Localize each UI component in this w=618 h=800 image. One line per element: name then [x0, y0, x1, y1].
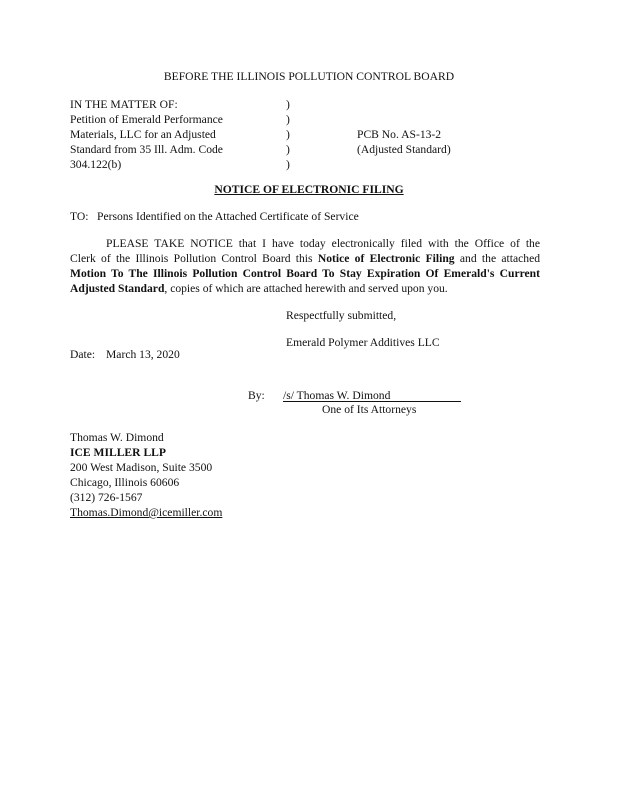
address-line: 200 West Madison, Suite 3500	[70, 461, 213, 474]
caption-paren: )	[286, 98, 290, 111]
paragraph-line	[70, 252, 540, 265]
email-link[interactable]	[70, 506, 222, 519]
paragraph-line	[70, 282, 448, 295]
caption-line: Materials, LLC for an Adjusted	[70, 128, 216, 141]
caption-paren: )	[286, 113, 290, 126]
paragraph-text: , copies of which are attached herewith and served upon you.	[164, 282, 448, 295]
to-label: TO:	[70, 210, 89, 223]
caption-line: 304.122(b)	[70, 158, 122, 171]
document-name-bold: Notice of Electronic Filing	[317, 252, 455, 265]
paragraph-line: PLEASE TAKE NOTICE that I have today electronically filed with the Office of the	[106, 237, 540, 250]
attorney-name: Thomas W. Dimond	[70, 431, 164, 444]
caption-line: Petition of Emerald Performance	[70, 113, 223, 126]
address-line: Chicago, Illinois 60606	[70, 476, 180, 489]
caption-paren: )	[286, 128, 290, 141]
motion-title-bold: Motion To The Illinois Pollution Control Board To Stay Expiration Of Emerald's Current	[70, 267, 540, 280]
case-number: PCB No. AS-13-2	[357, 128, 442, 141]
paragraph-text: and the attached	[454, 252, 541, 265]
board-header: BEFORE THE ILLINOIS POLLUTION CONTROL BOARD	[163, 70, 455, 83]
paragraph-text: Clerk of the Illinois Pollution Control Board this	[70, 252, 318, 265]
to-recipients: Persons Identified on the Attached Certificate of Service	[97, 210, 359, 223]
date-value: March 13, 2020	[106, 348, 180, 361]
notice-title: NOTICE OF ELECTRONIC FILING	[214, 183, 404, 196]
case-type: (Adjusted Standard)	[357, 143, 451, 156]
caption-paren: )	[286, 143, 290, 156]
signature-line	[283, 401, 461, 402]
email-link-text[interactable]: Thomas.Dimond@icemiller.com	[70, 506, 223, 519]
closing-company: Emerald Polymer Additives LLC	[286, 336, 440, 349]
caption-line: Standard from 35 Ill. Adm. Code	[70, 143, 223, 156]
firm-name: ICE MILLER LLP	[70, 446, 166, 459]
signature-name: /s/ Thomas W. Dimond	[283, 389, 391, 402]
phone-number: (312) 726-1567	[70, 491, 143, 504]
date-label: Date:	[70, 348, 96, 361]
caption-paren: )	[286, 158, 290, 171]
by-label: By:	[248, 389, 265, 402]
motion-title-bold: Adjusted Standard	[70, 282, 165, 295]
closing-respectfully: Respectfully submitted,	[286, 309, 397, 322]
caption-line: IN THE MATTER OF:	[70, 98, 178, 111]
signature-role: One of Its Attorneys	[322, 403, 417, 416]
